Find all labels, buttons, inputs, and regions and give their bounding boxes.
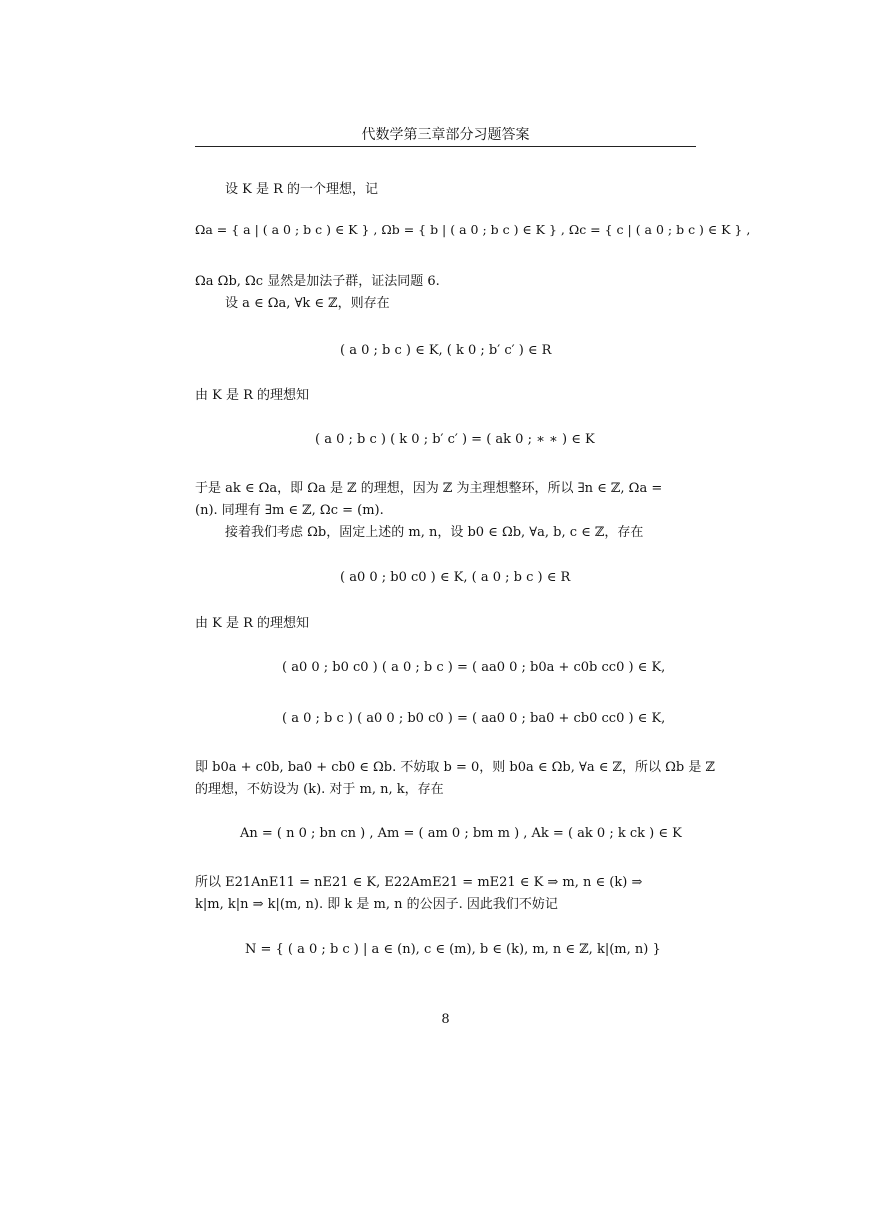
equation-product-1: ( a 0 ; b c ) ( k 0 ; b′ c′ ) = ( ak 0 ; ∗ ∗ ) ∈ K bbox=[315, 432, 595, 447]
paragraph-ideal-1: 由 K 是 R 的理想知 bbox=[195, 388, 310, 403]
page-number: 8 bbox=[441, 1012, 450, 1027]
paragraph-divisibility-1: 所以 E21AnE11 = nE21 ∈ K, E22AmE21 = mE21 ∈ K ⇒ m, n ∈ (k) ⇒ bbox=[195, 875, 643, 890]
equation-product-3: ( a 0 ; b c ) ( a0 0 ; b0 c0 ) = ( aa0 0 ; ba0 + cb0 cc0 ) ∈ K, bbox=[282, 711, 666, 726]
paragraph-intro: 设 K 是 R 的一个理想，记 bbox=[225, 182, 379, 197]
equation-matrices-a: An = ( n 0 ; bn cn ) , Am = ( am 0 ; bm m ) , Ak = ( ak 0 ; k ck ) ∈ K bbox=[240, 826, 682, 841]
paragraph-subgroup: Ωa Ωb, Ωc 显然是加法子群，证法同题 6. bbox=[195, 274, 440, 289]
paragraph-omega-b: 接着我们考虑 Ωb，固定上述的 m, n，设 b0 ∈ Ωb, ∀a, b, c ∈ ℤ，存在 bbox=[225, 525, 644, 540]
equation-product-2: ( a0 0 ; b0 c0 ) ( a 0 ; b c ) = ( aa0 0 ; b0a + c0b cc0 ) ∈ K, bbox=[282, 660, 666, 675]
equation-membership-1: ( a 0 ; b c ) ∈ K, ( k 0 ; b′ c′ ) ∈ R bbox=[340, 343, 552, 358]
running-header: 代数学第三章部分习题答案 bbox=[361, 127, 530, 143]
equation-membership-2: ( a0 0 ; b0 c0 ) ∈ K, ( a 0 ; b c ) ∈ R bbox=[340, 570, 571, 585]
equation-set-n: N = { ( a 0 ; b c ) | a ∈ (n), c ∈ (m), b ∈ (k), m, n ∈ ℤ, k|(m, n) } bbox=[245, 942, 661, 957]
paragraph-principal-2: (n). 同理有 ∃m ∈ ℤ, Ωc = (m). bbox=[195, 503, 384, 518]
paragraph-omega-b-ideal-2: 的理想，不妨设为 (k). 对于 m, n, k，存在 bbox=[195, 782, 444, 797]
paragraph-principal-1: 于是 ak ∈ Ωa，即 Ωa 是 ℤ 的理想，因为 ℤ 为主理想整环，所以 ∃n ∈ ℤ, Ωa = bbox=[195, 481, 663, 496]
paragraph-omega-b-ideal-1: 即 b0a + c0b, ba0 + cb0 ∈ Ωb. 不妨取 b = 0，则 b0a ∈ Ωb, ∀a ∈ ℤ，所以 Ωb 是 ℤ bbox=[195, 760, 715, 775]
paragraph-assume: 设 a ∈ Ωa, ∀k ∈ ℤ，则存在 bbox=[225, 296, 390, 311]
header-rule bbox=[195, 146, 696, 147]
paragraph-ideal-2: 由 K 是 R 的理想知 bbox=[195, 616, 310, 631]
omega-definitions: Ωa = { a | ( a 0 ; b c ) ∈ K } , Ωb = { b | ( a 0 ; b c ) ∈ K } , Ωc = { c | ( a 0 ; b c ) ∈ K } , bbox=[195, 222, 751, 237]
paragraph-divisibility-2: k|m, k|n ⇒ k|(m, n). 即 k 是 m, n 的公因子. 因此我们不妨记 bbox=[195, 897, 558, 912]
